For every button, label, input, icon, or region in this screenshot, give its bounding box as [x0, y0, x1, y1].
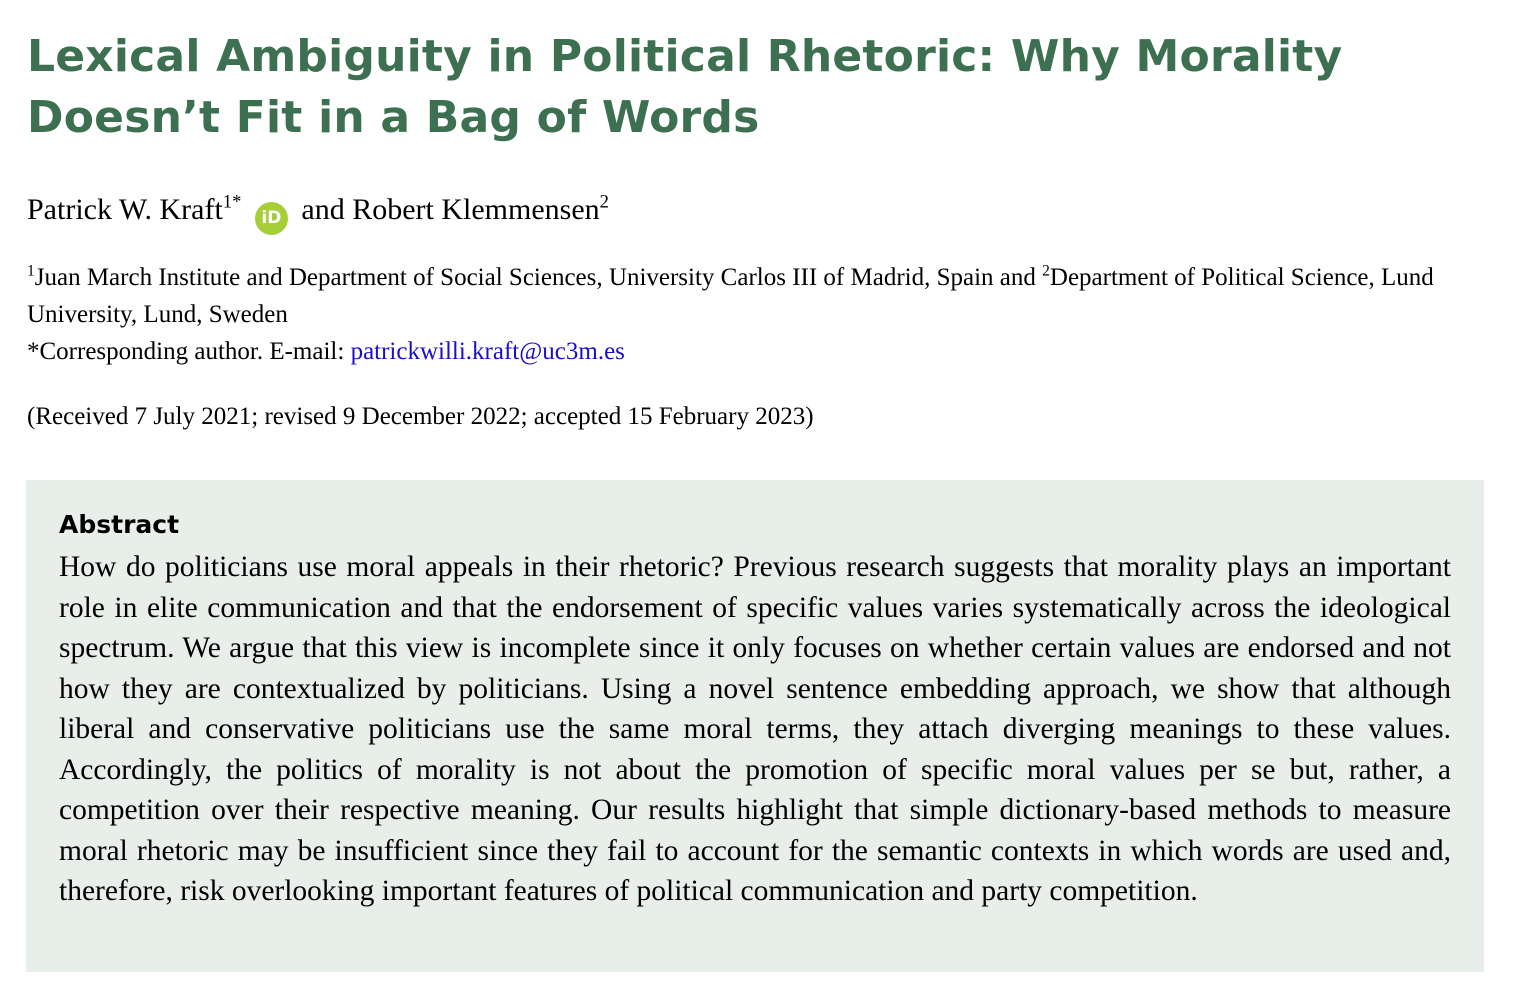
author-line: [27, 190, 609, 235]
orcid-icon[interactable]: iD: [255, 202, 288, 235]
author-affiliation-mark: 2: [599, 191, 609, 213]
email-link[interactable]: patrickwilli.kraft@uc3m.es: [350, 338, 625, 365]
author-name[interactable]: Robert Klemmensen: [352, 193, 600, 226]
affiliations: [27, 259, 1457, 370]
affiliation-text: Juan March Institute and Department of Social Sciences, University Carlos III of Madrid, Spain and: [34, 264, 1043, 291]
affiliation-mark: 1: [27, 262, 35, 280]
received-dates: (Received 7 July 2021; revised 9 December 2022; accepted 15 February 2023): [27, 403, 814, 430]
paper-title: Lexical Ambiguity in Political Rhetoric: Why Morality Doesn’t Fit in a Bag of Words: [27, 31, 1343, 143]
abstract-heading: Abstract: [59, 510, 180, 539]
abstract-box: [26, 480, 1484, 972]
affiliation-mark: 2: [1042, 262, 1050, 280]
affiliation-text: Department of Political Science, Lund University, Lund, Sweden: [27, 264, 1434, 328]
author-name[interactable]: Patrick W. Kraft: [27, 193, 223, 226]
corresponding-author-label: *Corresponding author. E-mail:: [27, 338, 351, 365]
author-connector: and: [293, 193, 353, 226]
author-affiliation-mark: 1*: [222, 191, 242, 213]
abstract-text: How do politicians use moral appeals in their rhetoric? Previous research suggests that morality plays an important role in elite communication and that the endorsement of specific values varies systematically across the ideological spectrum. We argue that this view is incomplete since it only focuses on whether certain values are endorsed and not how they are contextualized by politicians. Using a novel sentence embedding approach, we show that although liberal and conservative politicians use the same moral terms, they attach diverging meanings to these values. Accordingly, the politics of morality is not about the promotion of specific moral values per se but, rather, a competition over their respective meaning. Our results highlight that simple dictionary-based methods to measure moral rhetoric may be insufficient since they fail to account for the semantic contexts in which words are used and, therefore, risk overlooking important features of political communication and party competition.: [59, 551, 1451, 907]
